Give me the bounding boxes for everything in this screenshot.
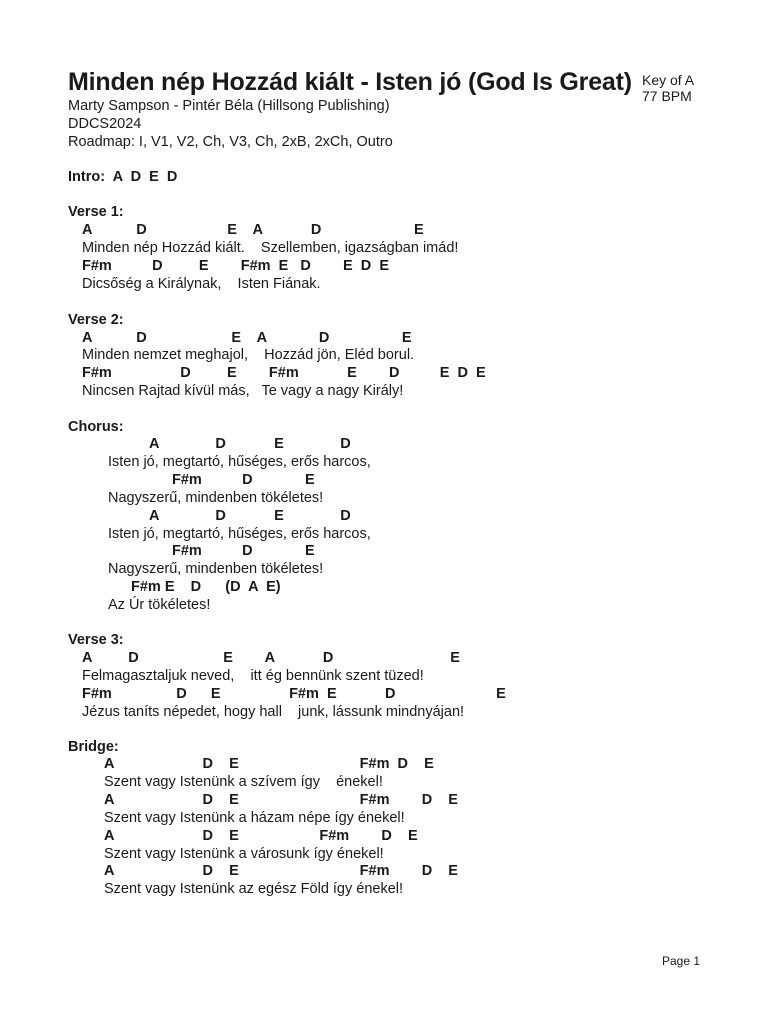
lyric-line: Isten jó, megtartó, hűséges, erős harcos,	[108, 454, 371, 470]
lyric-line: Dicsőség a Királynak, Isten Fiának.	[82, 276, 321, 292]
lyric-line: Nincsen Rajtad kívül más, Te vagy a nagy Király!	[82, 383, 404, 399]
song-roadmap: Roadmap: I, V1, V2, Ch, V3, Ch, 2xB, 2xCh, Outro	[68, 134, 393, 150]
chord-line: A D E F#m D E	[104, 828, 418, 844]
chord-line: F#m D E	[172, 543, 315, 559]
chord-line: A D E A D E	[82, 222, 424, 238]
lyric-line: Minden nemzet meghajol, Hozzád jön, Eléd borul.	[82, 347, 415, 363]
chord-line: A D E F#m D E	[104, 756, 434, 772]
chord-line: F#m D E F#m E D E D E	[82, 258, 389, 274]
lyric-line: Jézus taníts népedet, hogy hall junk, lássunk mindnyájan!	[82, 704, 465, 720]
section-heading: Verse 1:	[68, 204, 124, 220]
lyric-line: Szent vagy Istenünk a házam népe így énekel!	[104, 810, 405, 826]
lyric-line: Nagyszerű, mindenben tökéletes!	[108, 561, 324, 577]
lyric-line: Nagyszerű, mindenben tökéletes!	[108, 490, 324, 506]
song-authors: Marty Sampson - Pintér Béla (Hillsong Publishing)	[68, 98, 390, 114]
lyric-line: Szent vagy Istenünk a városunk így énekel!	[104, 846, 384, 862]
chord-line: F#m E D (D A E)	[131, 579, 281, 595]
chord-line: A D E D	[112, 169, 178, 185]
section-heading: Verse 2:	[68, 312, 124, 328]
section-heading: Intro:	[68, 169, 106, 185]
lyric-line: Isten jó, megtartó, hűséges, erős harcos,	[108, 526, 371, 542]
chord-line: A D E D	[149, 436, 351, 452]
chord-line: F#m D E	[172, 472, 315, 488]
intro-section	[68, 169, 177, 185]
song-title: Minden nép Hozzád kiált - Isten jó (God Is Great)	[68, 68, 632, 96]
song-bpm: 77 BPM	[642, 88, 692, 104]
lyric-line: Szent vagy Istenünk a szívem így énekel!	[104, 774, 383, 790]
chord-line: A D E F#m D E	[104, 863, 458, 879]
lyric-line: Felmagasztaljuk neved, itt ég bennünk szent tüzed!	[82, 668, 424, 684]
page-number: Page 1	[662, 954, 701, 968]
song-code: DDCS2024	[68, 116, 142, 132]
section-heading: Chorus:	[68, 419, 124, 435]
chord-line: F#m D E F#m E D E	[82, 686, 506, 702]
chord-line: A D E D	[149, 508, 351, 524]
lyric-line: Az Úr tökéletes!	[108, 597, 211, 613]
lyric-line: Szent vagy Istenünk az egész Föld így énekel!	[104, 881, 404, 897]
section-heading: Verse 3:	[68, 632, 124, 648]
chord-line: A D E A D E	[82, 650, 460, 666]
section-heading: Bridge:	[68, 739, 119, 755]
song-key: Key of A	[642, 72, 695, 88]
lyric-line: Minden nép Hozzád kiált. Szellemben, igazságban imád!	[82, 240, 459, 256]
key-info	[642, 72, 694, 104]
chord-line: F#m D E F#m E D E D E	[82, 365, 486, 381]
chord-line: A D E A D E	[82, 330, 412, 346]
chord-line: A D E F#m D E	[104, 792, 458, 808]
